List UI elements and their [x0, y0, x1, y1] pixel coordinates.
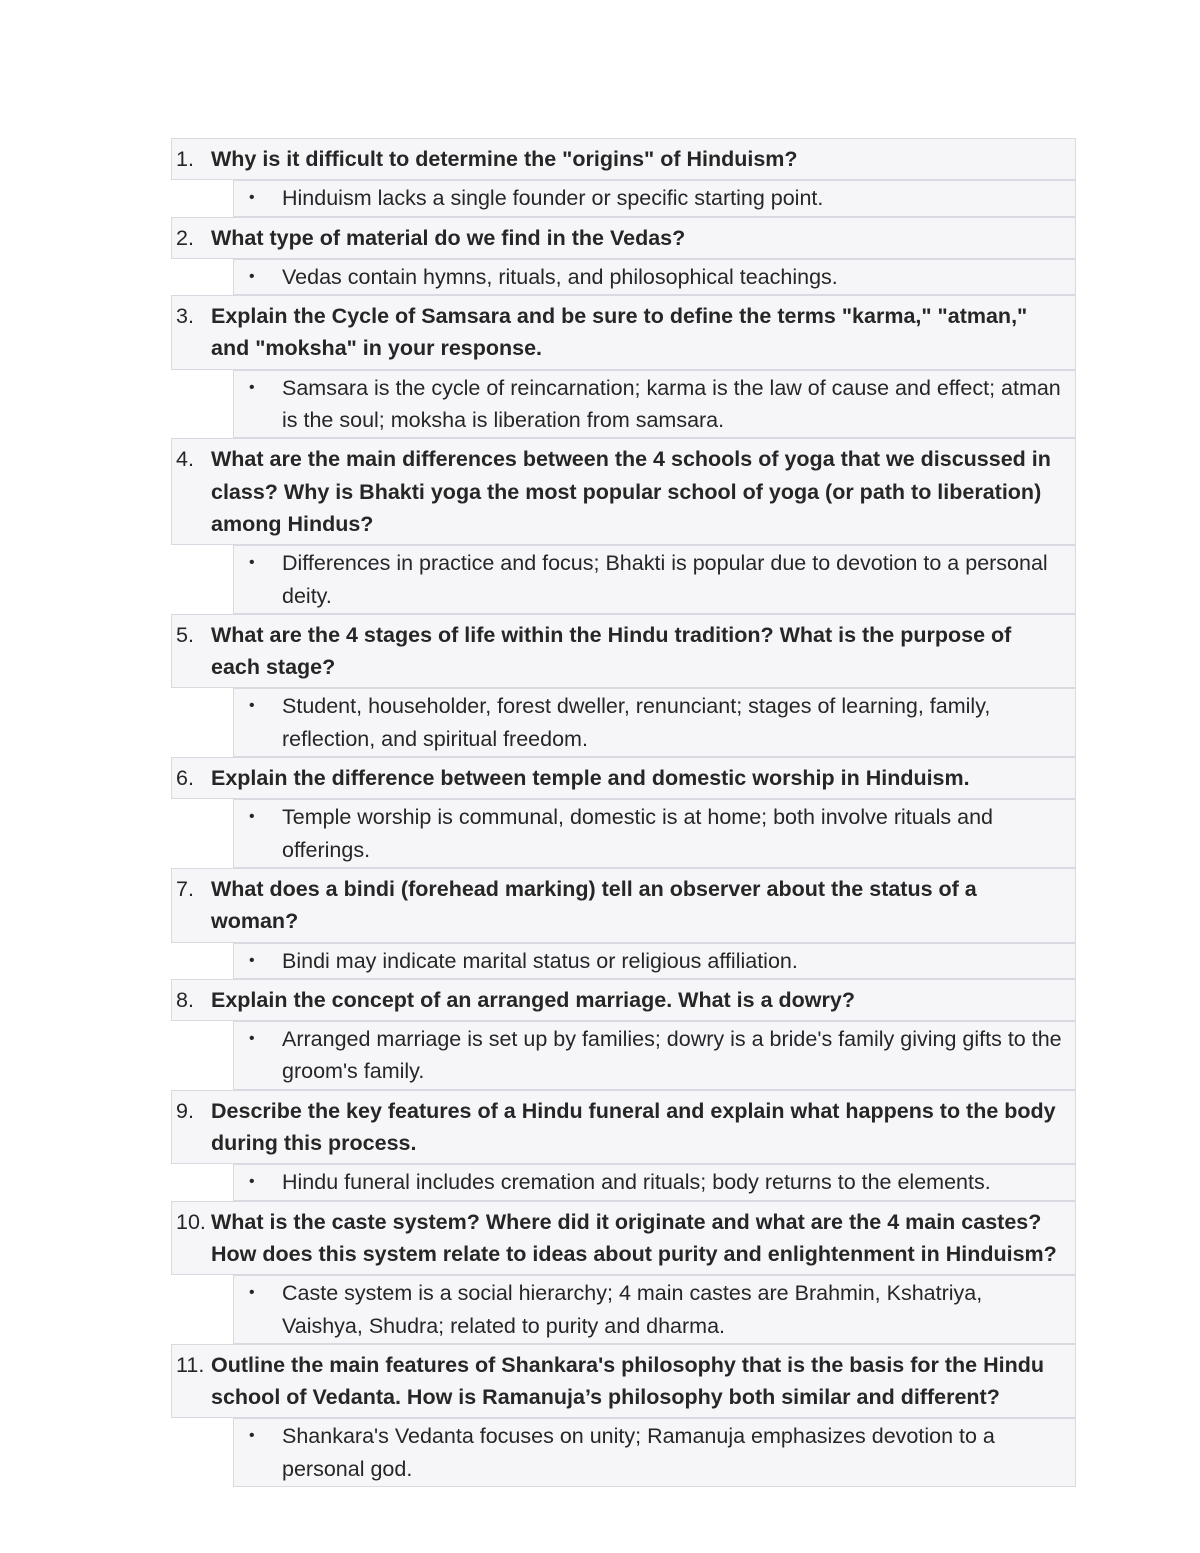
answer	[233, 1275, 1076, 1344]
question-number: 4.	[176, 447, 194, 472]
question-number: 11.	[176, 1352, 205, 1377]
question-number: 1.	[176, 147, 194, 171]
question	[171, 757, 1076, 799]
list-item	[171, 295, 1076, 438]
list-item	[171, 1090, 1076, 1201]
answer	[233, 1021, 1076, 1090]
answer	[233, 545, 1076, 614]
bullet-icon: •	[249, 1427, 255, 1445]
question-answer-list	[171, 138, 1076, 1487]
question-number: 2.	[176, 225, 194, 250]
list-item	[171, 138, 1076, 217]
question-text: What are the 4 stages of life within the Hindu tradition? What is the purpose of each stage?	[211, 622, 1012, 680]
question-number: 3.	[176, 304, 194, 329]
question-text: Why is it difficult to determine the "origins" of Hinduism?	[211, 147, 798, 171]
bullet-icon: •	[249, 189, 255, 207]
answer-text: Student, householder, forest dweller, renunciant; stages of learning, family, reflection, and spiritual freedom.	[282, 694, 991, 751]
list-item	[171, 438, 1076, 613]
question	[171, 1201, 1076, 1276]
question	[171, 138, 1076, 180]
question-text: What type of material do we find in the Vedas?	[211, 225, 686, 250]
list-item	[171, 614, 1076, 757]
answer-text: Differences in practice and focus; Bhakti is popular due to devotion to a personal deity.	[282, 551, 1048, 608]
question-text: Outline the main features of Shankara's philosophy that is the basis for the Hindu school of Vedanta. How is Ramanuja’s philosophy both similar and different?	[211, 1352, 1044, 1410]
question	[171, 1090, 1076, 1165]
question	[171, 1344, 1076, 1419]
list-item	[171, 868, 1076, 979]
question-text: Describe the key features of a Hindu funeral and explain what happens to the body during this process.	[211, 1098, 1056, 1156]
list-item	[171, 979, 1076, 1090]
answer	[233, 1164, 1076, 1200]
question	[171, 614, 1076, 689]
answer-text: Bindi may indicate marital status or religious affiliation.	[282, 948, 798, 973]
list-item	[171, 217, 1076, 296]
question	[171, 868, 1076, 943]
answer-text: Caste system is a social hierarchy; 4 main castes are Brahmin, Kshatriya, Vaishya, Shudra; related to purity and dharma.	[282, 1281, 983, 1338]
question-text: What are the main differences between the 4 schools of yoga that we discussed in class? Why is Bhakti yoga the most popular school of yoga (or path to liberation) among Hindus?	[211, 447, 1051, 536]
bullet-icon: •	[249, 378, 255, 396]
question-text: Explain the Cycle of Samsara and be sure to define the terms "karma," "atman," and "moksha" in your response.	[211, 304, 1028, 361]
question	[171, 438, 1076, 545]
answer	[233, 943, 1076, 979]
bullet-icon: •	[249, 267, 255, 285]
answer-text: Shankara's Vedanta focuses on unity; Ramanuja emphasizes devotion to a personal god.	[282, 1424, 995, 1481]
question	[171, 295, 1076, 370]
answer-text: Temple worship is communal, domestic is at home; both involve rituals and offerings.	[282, 805, 994, 862]
answer-text: Arranged marriage is set up by families; dowry is a bride's family giving gifts to the groom's family.	[282, 1027, 1062, 1084]
question-text: Explain the concept of an arranged marriage. What is a dowry?	[211, 987, 855, 1012]
question-number: 9.	[176, 1098, 194, 1123]
list-item	[171, 1201, 1076, 1344]
question-number: 5.	[176, 622, 194, 647]
question	[171, 979, 1076, 1021]
answer-text: Hinduism lacks a single founder or specific starting point.	[282, 186, 824, 211]
question-text: What does a bindi (forehead marking) tell an observer about the status of a woman?	[211, 876, 977, 934]
bullet-icon: •	[249, 1030, 255, 1048]
question-number: 10.	[176, 1209, 206, 1234]
question-number: 7.	[176, 876, 194, 901]
bullet-icon: •	[249, 951, 255, 969]
list-item	[171, 1344, 1076, 1487]
answer-text: Samsara is the cycle of reincarnation; karma is the law of cause and effect; atman is the soul; moksha is liberation from samsara.	[282, 375, 1061, 433]
question-text: What is the caste system? Where did it originate and what are the 4 main castes? How does this system relate to ideas about purity and enlightenment in Hinduism?	[211, 1209, 1057, 1266]
list-item	[171, 757, 1076, 868]
bullet-icon: •	[249, 697, 255, 715]
question-number: 6.	[176, 766, 194, 791]
question	[171, 217, 1076, 259]
question-number: 8.	[176, 987, 194, 1012]
answer-text: Vedas contain hymns, rituals, and philosophical teachings.	[282, 264, 838, 289]
bullet-icon: •	[249, 1173, 255, 1191]
bullet-icon: •	[249, 1284, 255, 1302]
answer	[233, 370, 1076, 439]
answer	[233, 688, 1076, 757]
bullet-icon: •	[249, 808, 255, 826]
question-text: Explain the difference between temple and domestic worship in Hinduism.	[211, 766, 970, 791]
answer	[233, 799, 1076, 868]
answer	[233, 1418, 1076, 1487]
answer-text: Hindu funeral includes cremation and rituals; body returns to the elements.	[282, 1170, 991, 1195]
answer	[233, 180, 1076, 216]
answer	[233, 259, 1076, 295]
bullet-icon: •	[249, 554, 255, 572]
